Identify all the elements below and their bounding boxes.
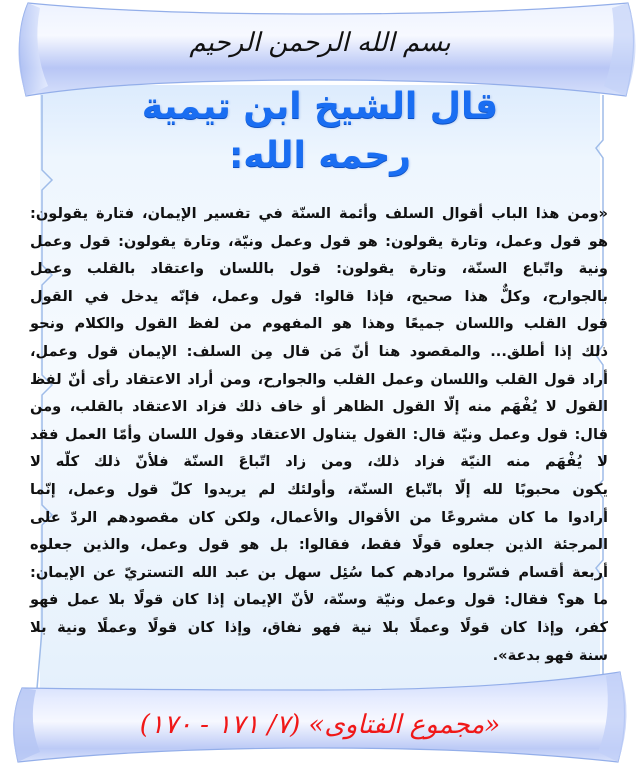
quote-line: قول القلب واللسان جميعًا وهذا هو المفهوم من لفظ القول والكلام ونحو <box>30 315 608 333</box>
quote-line: ذلك إذا أطلق... والمقصود هنا أنّ مَن قال مِن السلف: الإيمان قول وعمل، <box>30 342 608 360</box>
quote-line: قال: قول وعمل ونيّة قال: القول يتناول الاعتقاد وقول اللسان وأمّا العمل فقد <box>30 425 608 443</box>
quote-line: كفر، وإذا كان قولًا وعملًا بلا نية فهو نفاق، وإذا كان قولًا وعملًا ونية بلا <box>30 618 608 636</box>
quote-line: المرجئة الذين جعلوه قولًا فقط، فقالوا: بل هو قول وعمل، والذين جعلوه <box>30 536 608 554</box>
quote-body <box>30 200 608 669</box>
quote-line: سنة فهو بدعة». <box>492 646 608 664</box>
title-line-1: قال الشيخ ابن تيمية <box>141 86 499 127</box>
quote-line: أرادوا ما كان مشروعًا من الأقوال والأعمال، ولكن كان مقصودهم الردّ على <box>30 508 608 526</box>
basmala-calligraphy: بسم الله الرحمن الرحيم <box>189 28 451 58</box>
quote-line: القول لا يُفْهَم منه إلّا القول الظاهر أو خاف ذلك فزاد الاعتقاد بالقلب، ومن <box>30 398 608 416</box>
quote-line: لا يُفْهَم منه النيّة فزاد ذلك، ومن زاد اتّباعَ السنّة فلأنّ ذلك كلّه لا <box>30 453 608 471</box>
quote-line: يكون محبوبًا لله إلّا باتّباع السنّة، وأولئك لم يريدوا كلّ قول وعمل، إنّما <box>30 480 608 498</box>
quote-line: أراد قول القلب واللسان وعمل القلب والجوارح، ومن أراد الاعتقاد رأى أنّ لفظ <box>30 370 608 388</box>
quote-line: «ومن هذا الباب أقوال السلف وأئمة السنّة في تفسير الإيمان، فتارة يقولون: <box>30 205 608 222</box>
quote-line: هو قول وعمل، وتارة يقولون: هو قول وعمل ونيّة، وتارة يقولون: قول وعمل <box>30 232 608 250</box>
quote-line: أربعة أقسام فسّروا مرادهم كما سُئِل سهل بن عبد الله التستريّ عن الإيمان: <box>30 563 608 581</box>
title-line-2: رحمه الله: <box>229 135 411 176</box>
quote-line: بالجوارح، وكلٌّ هذا صحيح، فإذا قالوا: قول وعمل، فإنّه يدخل في القول <box>30 287 608 305</box>
quote-line: ونية واتّباع السنّة، وتارة يقولون: قول باللسان واعتقاد بالقلب وعمل <box>30 260 608 278</box>
quote-line: ما هو؟ فقال: قول وعمل ونيّة وسنّة، لأنّ الإيمان إذا كان قولًا بلا عمل فهو <box>30 591 608 609</box>
source-citation: «مجموع الفتاوى» (٧/ ١٧١ - ١٧٠) <box>139 710 501 740</box>
